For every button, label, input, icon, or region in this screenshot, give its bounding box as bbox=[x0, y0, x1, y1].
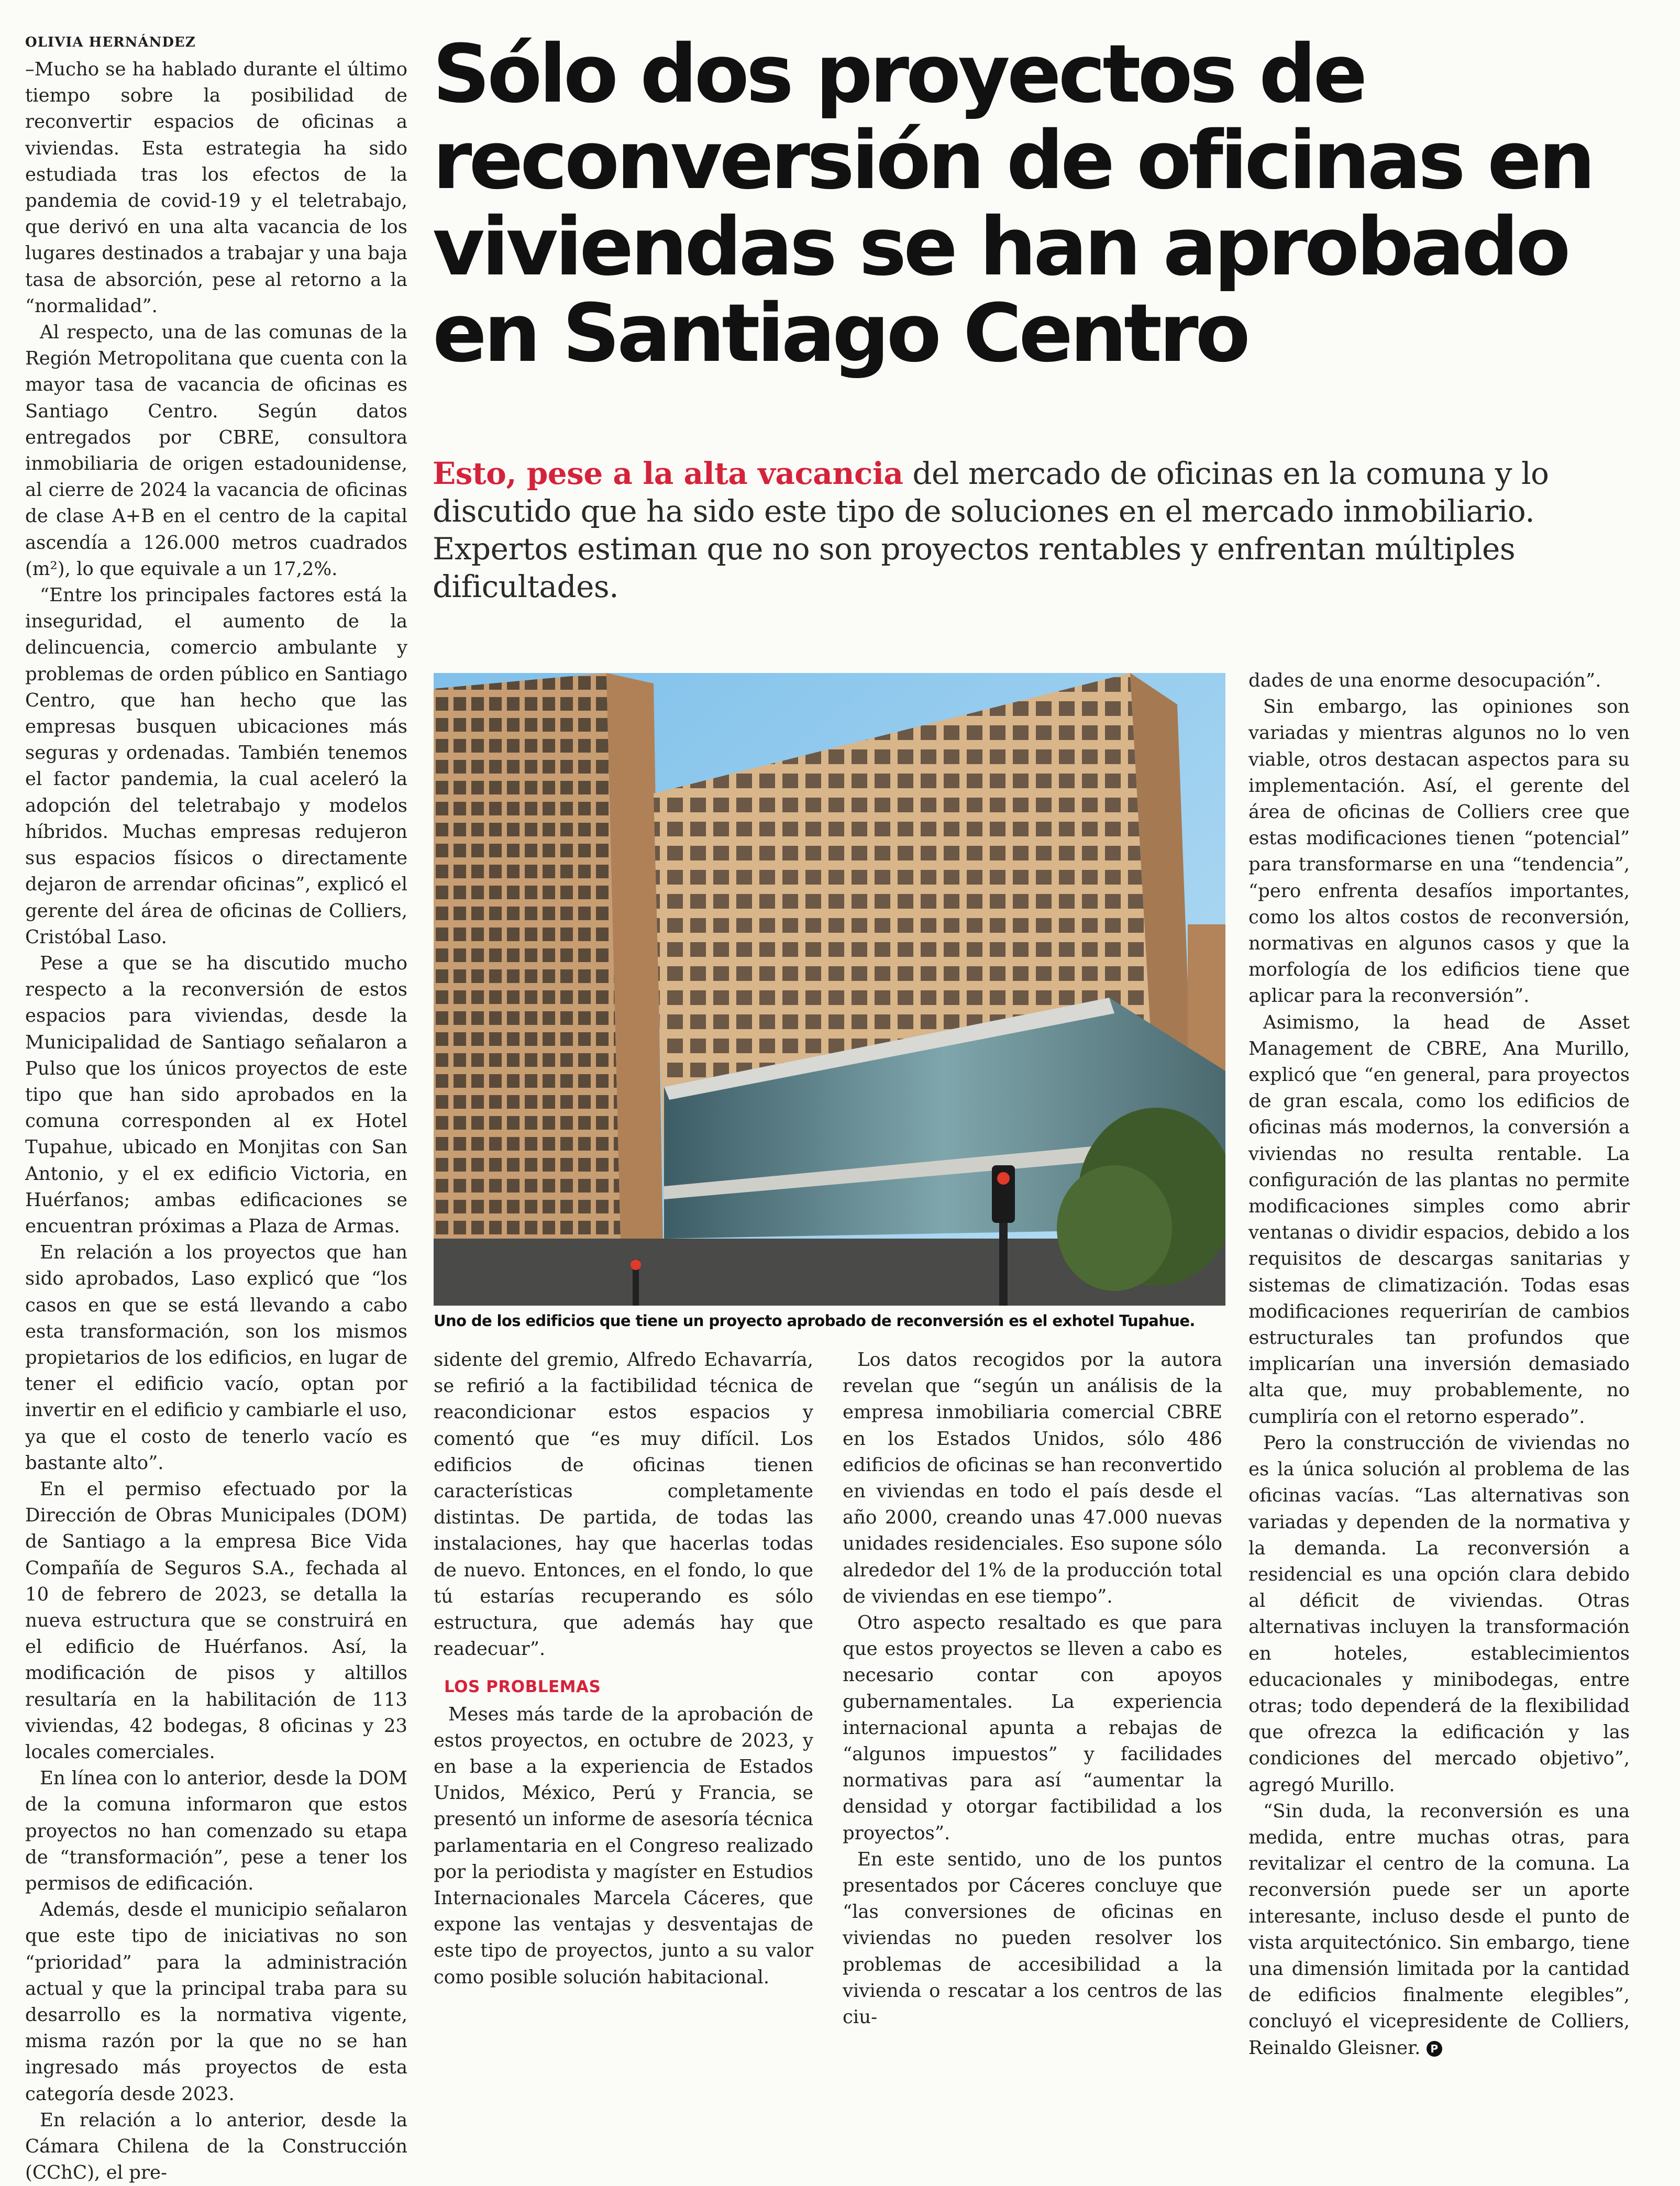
lede bbox=[433, 455, 1637, 605]
pulso-logo-icon: P bbox=[1427, 2041, 1442, 2057]
article-photo bbox=[434, 673, 1225, 1306]
column-4 bbox=[1248, 668, 1630, 2061]
paragraph: Meses más tarde de la aprobación de estos proyectos, en octubre de 2023, y en base a la experiencia de Estados Unidos, México, Perú y Francia, se presentó un informe de asesoría técnica parlamentaria en el Congreso realizado por la periodista y magíster en Estudios Internacionales Marcela Cáceres, que expone las ventajas y desventajas de este tipo de proyectos, junto a su valor como posible solución habitacional. bbox=[434, 1703, 813, 1988]
subheading: LOS PROBLEMAS bbox=[444, 1677, 601, 1697]
paragraph: Sin embargo, las opiniones son variadas y mientras algunos no lo ven viable, otros destacan aspectos para su implementación. Así, el gerente del área de oficinas de Colliers cree que estas modificaciones tienen “potencial” para transformarse en una “tendencia”, “pero enfrenta desafíos importantes, como los altos costos de reconversión, normativas en algunos casos y que la morfología de los edificios tiene que aplicar para la reconversión”. bbox=[1248, 696, 1630, 1007]
column-1 bbox=[25, 57, 407, 2186]
paragraph: sidente del gremio, Alfredo Echavarría, se refirió a la factibilidad técnica de reacondicionar estos espacios y comentó que “es muy difícil. Los edificios de oficinas tienen características completamente distintas. De partida, de todas las instalaciones, hay que hacerlas todas de nuevo. Entonces, en el fondo, lo que tú estarías recuperando es sólo estructura, que además hay que readecuar”. bbox=[434, 1349, 813, 1660]
paragraph: dades de una enorme desocupación”. bbox=[1248, 670, 1601, 691]
building-photo-illustration bbox=[434, 673, 1225, 1306]
paragraph: Asimismo, la head de Asset Management de CBRE, Ana Murillo, explicó que “en general, para proyectos de gran escala, como los edificios de oficinas más modernos, la conversión a viviendas no resulta rentable. La configuración de las plantas no permite modificaciones simples como abrir ventanas o dividir espacios, debido a los requisitos de descargas sanitarias y sistemas de climatización. Todas esas modificaciones requerirían de cambios estructurales tan profundos que implicarían una inversión demasiado alta que, muy probablemente, no cumpliría con el retorno esperado”. bbox=[1248, 1011, 1630, 1428]
paragraph: Además, desde el municipio señalaron que este tipo de iniciativas no son “prioridad” para la administración actual y que la principal traba para su desarrollo es la normativa vigente, misma razón por la que no se han ingresado más proyectos de esta categoría desde 2023. bbox=[25, 1899, 407, 2105]
paragraph: En línea con lo anterior, desde la DOM de la comuna informaron que estos proyectos no han comenzado su etapa de “transformación”, pese a tener los permisos de edificación. bbox=[25, 1768, 407, 1895]
column-3 bbox=[843, 1347, 1222, 2030]
paragraph: Otro aspecto resaltado es que para que estos proyectos se lleven a cabo es necesario contar con apoyos gubernamentales. La experiencia internacional apunta a rebajas de “algunos impuestos” y facilidades normativas para así “aumentar la densidad y otorgar factibilidad a los proyectos”. bbox=[843, 1612, 1222, 1844]
lede-highlight: Esto, pese a la alta vacancia bbox=[433, 456, 903, 491]
paragraph: Al respecto, una de las comunas de la Región Metropolitana que cuenta con la mayor tasa de vacancia de oficinas es Santiago Centro. Según datos entregados por CBRE, consultora inmobiliaria de origen estadounidense, al cierre de 2024 la vacancia de oficinas de clase A+B en el centro de la capital ascendía a 126.000 metros cuadrados (m²), lo que equivale a un 17,2%. bbox=[25, 322, 407, 580]
paragraph bbox=[1248, 1798, 1630, 2061]
paragraph: En el permiso efectuado por la Dirección de Obras Municipales (DOM) de Santiago a la empresa Bice Vida Compañía de Seguros S.A., fechada al 10 de febrero de 2023, se detalla la nueva estructura que se construirá en el edificio de Huérfanos. Así, la modificación de pisos y altillos resultaría en la habilitación de 113 viviendas, 42 bodegas, 8 oficinas y 23 locales comerciales. bbox=[25, 1478, 407, 1763]
column-2 bbox=[434, 1347, 813, 1991]
photo-caption: Uno de los edificios que tiene un proyecto aprobado de reconversión es el exhotel Tupahue. bbox=[434, 1312, 1195, 1330]
paragraph: “Entre los principales factores está la inseguridad, el aumento de la delincuencia, comercio ambulante y problemas de orden público en Santiago Centro, que han hecho que las empresas busquen ubicaciones más seguras y ordenadas. También tenemos el factor pandemia, la cual aceleró la adopción del teletrabajo y modelos híbridos. Muchas empresas redujeron sus espacios físicos o directamente dejaron de arrendar oficinas”, explicó el gerente del área de oficinas de Colliers, Cristóbal Laso. bbox=[25, 584, 407, 948]
byline: OLIVIA HERNÁNDEZ bbox=[25, 35, 196, 50]
lede-text: del mercado de oficinas en la comuna y lo discutido que ha sido este tipo de soluciones en el mercado inmobiliario. Expertos estiman que no son proyectos rentables y enfrentan múltiples dificultades. bbox=[433, 456, 1549, 604]
paragraph: Pese a que se ha discutido mucho respecto a la reconversión de estos espacios para viviendas, desde la Municipalidad de Santiago señalaron a Pulso que los únicos proyectos de este tipo que han sido aprobados en la comuna corresponden al ex Hotel Tupahue, ubicado en Monjitas con San Antonio, y el ex edificio Victoria, en Huérfanos; ambas edificaciones se encuentran próximas a Plaza de Armas. bbox=[25, 952, 407, 1237]
paragraph: En relación a los proyectos que han sido aprobados, Laso explicó que “los casos en que se está llevando a cabo esta transformación, son los mismos propietarios de los edificios, en lugar de tener el edificio vacío, optan por invertir en el edificio y cambiarle el uso, ya que el costo de tenerlo vacío es bastante alto”. bbox=[25, 1242, 407, 1474]
paragraph: En este sentido, uno de los puntos presentados por Cáceres concluye que “las conversiones de oficinas en viviendas no pueden resolver los problemas de accesibilidad a la vivienda o rescatar a los centros de las ciu- bbox=[843, 1848, 1222, 2028]
headline: Sólo dos proyectos de reconversión de oficinas en viviendas se han aprobado en Santiago Centro bbox=[433, 28, 1593, 380]
paragraph: En relación a lo anterior, desde la Cámara Chilena de la Construcción (CChC), el pre- bbox=[25, 2109, 407, 2184]
paragraph: –Mucho se ha hablado durante el último tiempo sobre la posibilidad de reconvertir espacios de oficinas a viviendas. Esta estrategia ha sido estudiada tras los efectos de la pandemia de covid-19 y el teletrabajo, que derivó en una alta vacancia de los lugares destinados a trabajar y una baja tasa de absorción, pese al retorno a la “normalidad”. bbox=[25, 59, 407, 317]
paragraph: Los datos recogidos por la autora revelan que “según un análisis de la empresa inmobiliaria comercial CBRE en los Estados Unidos, sólo 486 edificios de oficinas se han reconvertido en viviendas en todo el país desde el año 2000, creando unas 47.000 nuevas unidades residenciales. Eso supone sólo alrededor del 1% de la producción total de viviendas en ese tiempo”. bbox=[843, 1349, 1222, 1607]
paragraph: Pero la construcción de viviendas no es la única solución al problema de las oficinas vacías. “Las alternativas son variadas y dependen de la normativa y la demanda. La reconversión a residencial es una opción clara debido al déficit de viviendas. Otras alternativas incluyen la transformación en hoteles, establecimientos educacionales y minibodegas, entre otras; todo dependerá de la flexibilidad que ofrezca la edificación y las condiciones del mercado objetivo”, agregó Murillo. bbox=[1248, 1432, 1630, 1796]
paragraph-text: “Sin duda, la reconversión es una medida, entre muchas otras, para revitalizar el centro de la comuna. La reconversión puede ser un aporte interesante, incluso desde el punto de vista arquitectónico. Sin embargo, tiene una dimensión limitada por la cantidad de edificios finalmente elegibles”, concluyó el vicepresidente de Colliers, Reinaldo Gleisner. bbox=[1248, 1800, 1630, 2059]
